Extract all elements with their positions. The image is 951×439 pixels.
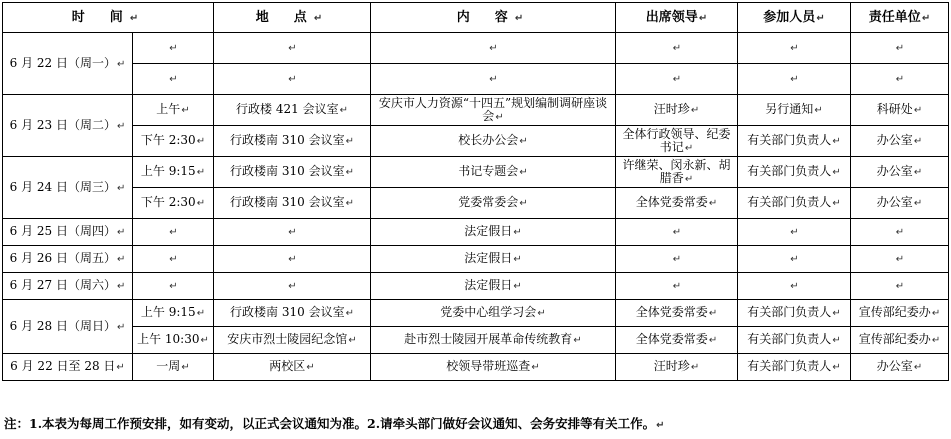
header-leader: 出席领导↵ (616, 3, 738, 33)
date-cell: 6 月 25 日（周四）↵ (3, 219, 133, 246)
header-content: 内 容↵ (371, 3, 616, 33)
place-cell: ↵ (214, 64, 371, 95)
unit-cell: 科研处↵ (851, 95, 949, 126)
table-row (3, 327, 949, 354)
attendees-cell: 另行通知↵ (738, 95, 851, 126)
table-row (3, 33, 949, 64)
unit-cell: 办公室↵ (851, 354, 949, 381)
attendees-cell: 有关部门负责人↵ (738, 157, 851, 188)
time-cell: ↵ (133, 219, 214, 246)
content-cell: 校领导带班巡查↵ (371, 354, 616, 381)
header-attendees: 参加人员↵ (738, 3, 851, 33)
content-cell: 法定假日↵ (371, 219, 616, 246)
date-cell: 6 月 26 日（周五）↵ (3, 246, 133, 273)
place-cell: 行政楼南 310 会议室↵ (214, 188, 371, 219)
unit-cell: ↵ (851, 33, 949, 64)
leader-cell: ↵ (616, 273, 738, 300)
place-cell: 行政楼南 310 会议室↵ (214, 126, 371, 157)
date-cell: 6 月 23 日（周二）↵ (3, 95, 133, 157)
date-cell: 6 月 27 日（周六）↵ (3, 273, 133, 300)
date-cell: 6 月 22 日（周一）↵ (3, 33, 133, 95)
date-cell: 6 月 28 日（周日）↵ (3, 300, 133, 354)
leader-cell: 全体党委常委↵ (616, 327, 738, 354)
time-cell: 一周↵ (133, 354, 214, 381)
place-cell: 安庆市烈士陵园纪念馆↵ (214, 327, 371, 354)
content-cell: 书记专题会↵ (371, 157, 616, 188)
place-cell: ↵ (214, 33, 371, 64)
place-cell: 行政楼 421 会议室↵ (214, 95, 371, 126)
table-row (3, 157, 949, 188)
unit-cell: 宣传部纪委办↵ (851, 300, 949, 327)
table-row (3, 246, 949, 273)
schedule-table (2, 2, 949, 381)
content-cell: 党委常委会↵ (371, 188, 616, 219)
unit-cell: 宣传部纪委办↵ (851, 327, 949, 354)
leader-cell: ↵ (616, 33, 738, 64)
attendees-cell: ↵ (738, 246, 851, 273)
footnote: 注：1.本表为每周工作预安排，如有变动，以正式会议通知为准。2.请牵头部门做好会议通知、会务安排等有关工作。↵ (4, 416, 665, 431)
attendees-cell: 有关部门负责人↵ (738, 327, 851, 354)
time-cell: ↵ (133, 246, 214, 273)
date-cell: 6 月 24 日（周三）↵ (3, 157, 133, 219)
leader-cell: 全体党委常委↵ (616, 188, 738, 219)
leader-cell: ↵ (616, 219, 738, 246)
place-cell: ↵ (214, 246, 371, 273)
unit-cell: ↵ (851, 246, 949, 273)
table-row (3, 188, 949, 219)
leader-cell: 全体行政领导、纪委书记↵ (616, 126, 738, 157)
time-cell: 上午 10:30↵ (133, 327, 214, 354)
place-cell: ↵ (214, 219, 371, 246)
attendees-cell: ↵ (738, 219, 851, 246)
time-cell: ↵ (133, 273, 214, 300)
time-cell: 上午 9:15↵ (133, 157, 214, 188)
attendees-cell: 有关部门负责人↵ (738, 188, 851, 219)
leader-cell: 全体党委常委↵ (616, 300, 738, 327)
unit-cell: 办公室↵ (851, 157, 949, 188)
content-cell: 赴市烈士陵园开展革命传统教育↵ (371, 327, 616, 354)
content-cell: ↵ (371, 33, 616, 64)
date-cell: 6 月 22 日至 28 日↵ (3, 354, 133, 381)
place-cell: 行政楼南 310 会议室↵ (214, 157, 371, 188)
table-row (3, 126, 949, 157)
header-time: 时 间↵ (3, 3, 214, 33)
table-row (3, 64, 949, 95)
time-cell: 上午↵ (133, 95, 214, 126)
time-cell: 下午 2:30↵ (133, 126, 214, 157)
leader-cell: ↵ (616, 246, 738, 273)
content-cell: 校长办公会↵ (371, 126, 616, 157)
header-place: 地 点↵ (214, 3, 371, 33)
unit-cell: ↵ (851, 273, 949, 300)
attendees-cell: 有关部门负责人↵ (738, 126, 851, 157)
unit-cell: 办公室↵ (851, 188, 949, 219)
time-cell: ↵ (133, 64, 214, 95)
leader-cell: 汪时珍↵ (616, 95, 738, 126)
attendees-cell: ↵ (738, 273, 851, 300)
attendees-cell: ↵ (738, 33, 851, 64)
content-cell: ↵ (371, 64, 616, 95)
header-unit: 责任单位↵ (851, 3, 949, 33)
content-cell: 安庆市人力资源“十四五”规划编制调研座谈会↵ (371, 95, 616, 126)
table-row (3, 273, 949, 300)
content-cell: 党委中心组学习会↵ (371, 300, 616, 327)
leader-cell: 许继荣、闵永新、胡腊香↵ (616, 157, 738, 188)
place-cell: ↵ (214, 273, 371, 300)
header-row (3, 3, 949, 33)
leader-cell: ↵ (616, 64, 738, 95)
attendees-cell: ↵ (738, 64, 851, 95)
unit-cell: ↵ (851, 219, 949, 246)
attendees-cell: 有关部门负责人↵ (738, 300, 851, 327)
time-cell: 上午 9:15↵ (133, 300, 214, 327)
table-row (3, 95, 949, 126)
content-cell: 法定假日↵ (371, 273, 616, 300)
place-cell: 两校区↵ (214, 354, 371, 381)
unit-cell: 办公室↵ (851, 126, 949, 157)
time-cell: ↵ (133, 33, 214, 64)
place-cell: 行政楼南 310 会议室↵ (214, 300, 371, 327)
unit-cell: ↵ (851, 64, 949, 95)
table-row (3, 300, 949, 327)
attendees-cell: 有关部门负责人↵ (738, 354, 851, 381)
time-cell: 下午 2:30↵ (133, 188, 214, 219)
table-row (3, 219, 949, 246)
table-row (3, 354, 949, 381)
content-cell: 法定假日↵ (371, 246, 616, 273)
leader-cell: 汪时珍↵ (616, 354, 738, 381)
